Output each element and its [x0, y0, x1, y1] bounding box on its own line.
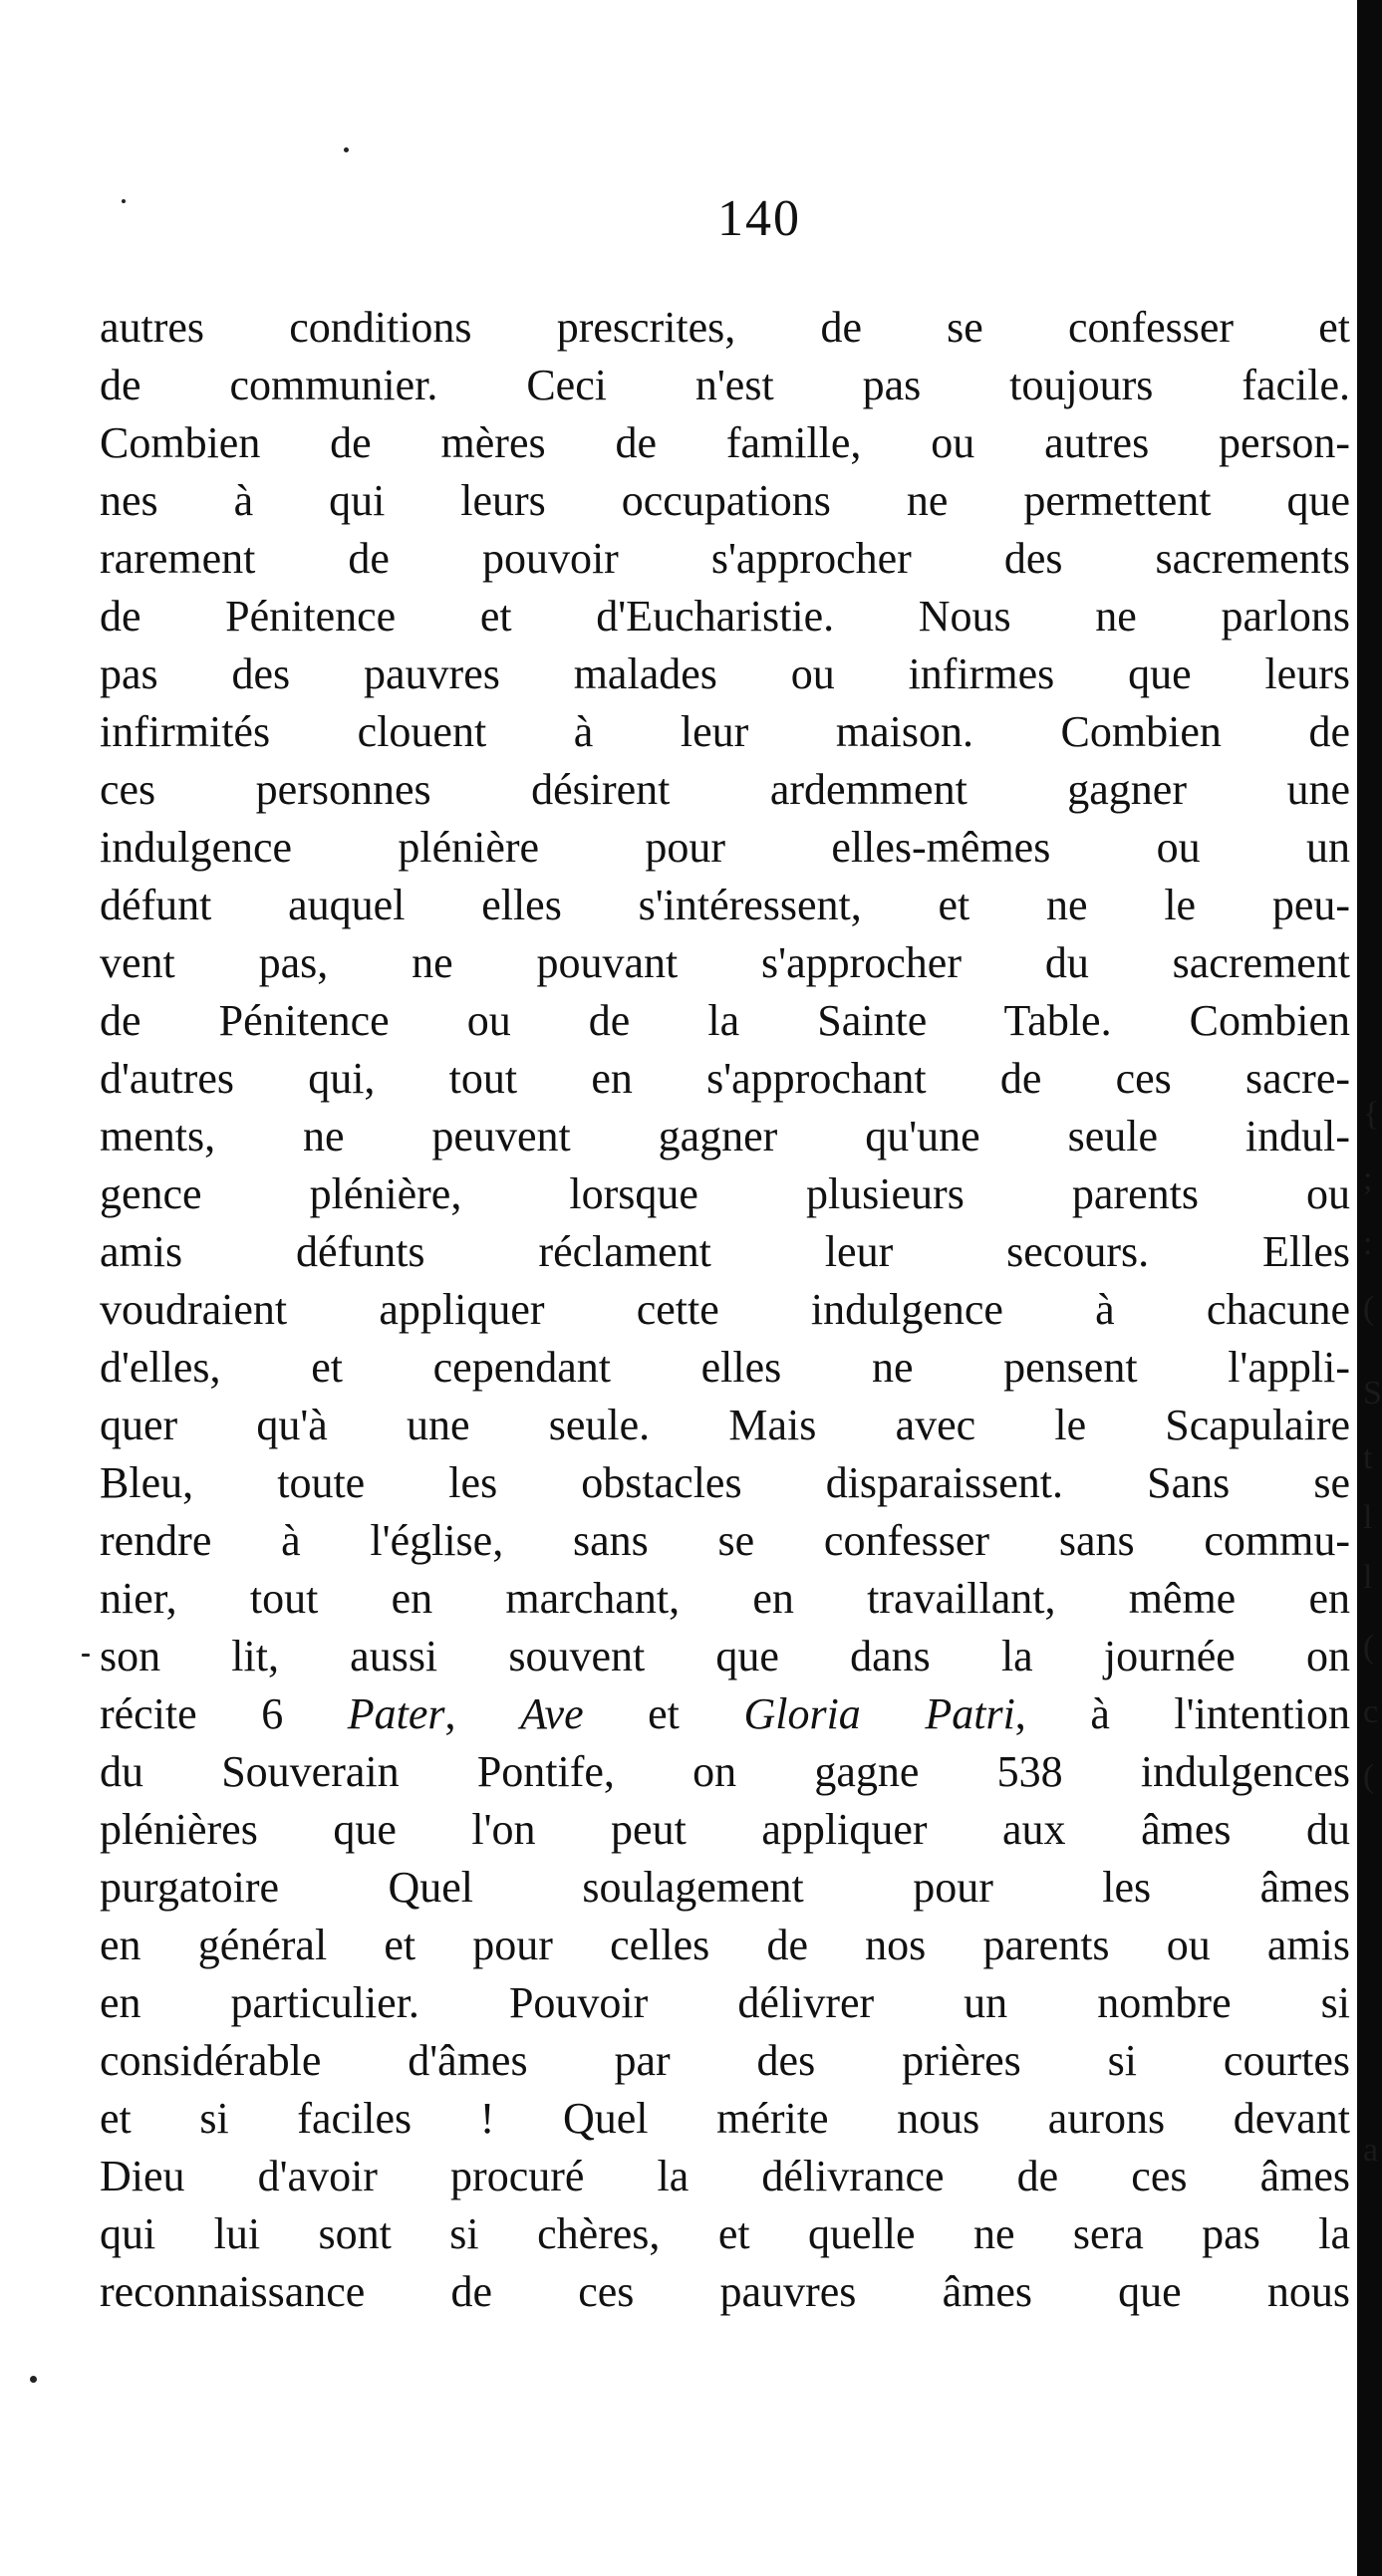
text-line: de Pénitence ou de la Sainte Table. Combien [100, 996, 1350, 1045]
text-line: Dieu d'avoir procuré la délivrance de ces âmes [100, 2152, 1350, 2200]
text-line-with-italics: récite 6 Pater, Ave et Gloria Patri, à l'intention [100, 1689, 1350, 1738]
text-line: rarement de pouvoir s'approcher des sacrements [100, 534, 1350, 583]
scan-speck [344, 147, 349, 152]
adjacent-page-glyph: ( [1363, 1290, 1375, 1327]
body-text [100, 299, 1350, 2321]
text-line: de communier. Ceci n'est pas toujours facile. [100, 361, 1350, 409]
text-line: et si faciles ! Quel mérite nous aurons devant [100, 2094, 1350, 2143]
adjacent-page-glyph: S [1363, 1375, 1382, 1412]
text-line: voudraient appliquer cette indulgence à chacune [100, 1285, 1350, 1334]
text-line: plénières que l'on peut appliquer aux âmes du [100, 1805, 1350, 1854]
text-line: son lit, aussi souvent que dans la journée on [100, 1632, 1350, 1680]
adjacent-page-glyph: ; [1363, 1160, 1373, 1197]
text-line: rendre à l'église, sans se confesser sans commu- [100, 1516, 1350, 1565]
text-line: nes à qui leurs occupations ne permettent que [100, 476, 1350, 525]
text-line: en particulier. Pouvoir délivrer un nombre si [100, 1978, 1350, 2027]
scan-speck [122, 199, 126, 203]
scan-speck [82, 1654, 90, 1657]
text-line: défunt auquel elles s'intéressent, et ne le peu- [100, 881, 1350, 929]
page-edge-shadow [1357, 0, 1382, 2576]
adjacent-page-glyph: l [1363, 1559, 1373, 1596]
text-line: reconnaissance de ces pauvres âmes que nous [100, 2267, 1350, 2316]
adjacent-page-glyph: c [1363, 1693, 1379, 1730]
text-line: amis défunts réclament leur secours. Elles [100, 1227, 1350, 1276]
adjacent-page-glyph: l [1363, 1499, 1373, 1536]
text-line: pas des pauvres malades ou infirmes que leurs [100, 649, 1350, 698]
text-line: de Pénitence et d'Eucharistie. Nous ne parlons [100, 592, 1350, 641]
adjacent-page-glyph: a [1363, 2132, 1379, 2169]
text-line: en général et pour celles de nos parents ou amis [100, 1921, 1350, 1969]
text-line: qui lui sont si chères, et quelle ne sera pas la [100, 2209, 1350, 2258]
text-line: d'elles, et cependant elles ne pensent l'appli- [100, 1343, 1350, 1392]
scan-speck [30, 2376, 37, 2383]
adjacent-page-glyph: { [1363, 1096, 1380, 1133]
text-line: ments, ne peuvent gagner qu'une seule indul- [100, 1112, 1350, 1160]
text-line: du Souverain Pontife, on gagne 538 indulgences [100, 1747, 1350, 1796]
text-line: quer qu'à une seule. Mais avec le Scapulaire [100, 1401, 1350, 1449]
text-line: d'autres qui, tout en s'approchant de ces sacre- [100, 1054, 1350, 1103]
adjacent-page-glyph: ( [1363, 1629, 1375, 1666]
text-line: considérable d'âmes par des prières si courtes [100, 2036, 1350, 2085]
italic-term: Pater [347, 1689, 445, 1738]
text-line: Combien de mères de famille, ou autres person- [100, 418, 1350, 467]
italic-term: Gloria Patri [743, 1689, 1015, 1738]
text-line: ces personnes désirent ardemment gagner une [100, 765, 1350, 814]
text-line: purgatoire Quel soulagement pour les âmes [100, 1863, 1350, 1912]
text-line: vent pas, ne pouvant s'approcher du sacrement [100, 938, 1350, 987]
text-line: gence plénière, lorsque plusieurs parents ou [100, 1169, 1350, 1218]
adjacent-page-glyph: ( [1363, 1758, 1375, 1795]
page-number: 140 [717, 190, 801, 247]
text-line: Bleu, toute les obstacles disparaissent. Sans se [100, 1458, 1350, 1507]
adjacent-page-glyph: : [1363, 1225, 1373, 1262]
adjacent-page-glyph: t [1363, 1439, 1373, 1476]
text-line: infirmités clouent à leur maison. Combien de [100, 707, 1350, 756]
text-line: indulgence plénière pour elles-mêmes ou un [100, 823, 1350, 872]
italic-term: Ave [520, 1689, 584, 1738]
text-line: autres conditions prescrites, de se confesser et [100, 303, 1350, 352]
text-line: nier, tout en marchant, en travaillant, même en [100, 1574, 1350, 1623]
